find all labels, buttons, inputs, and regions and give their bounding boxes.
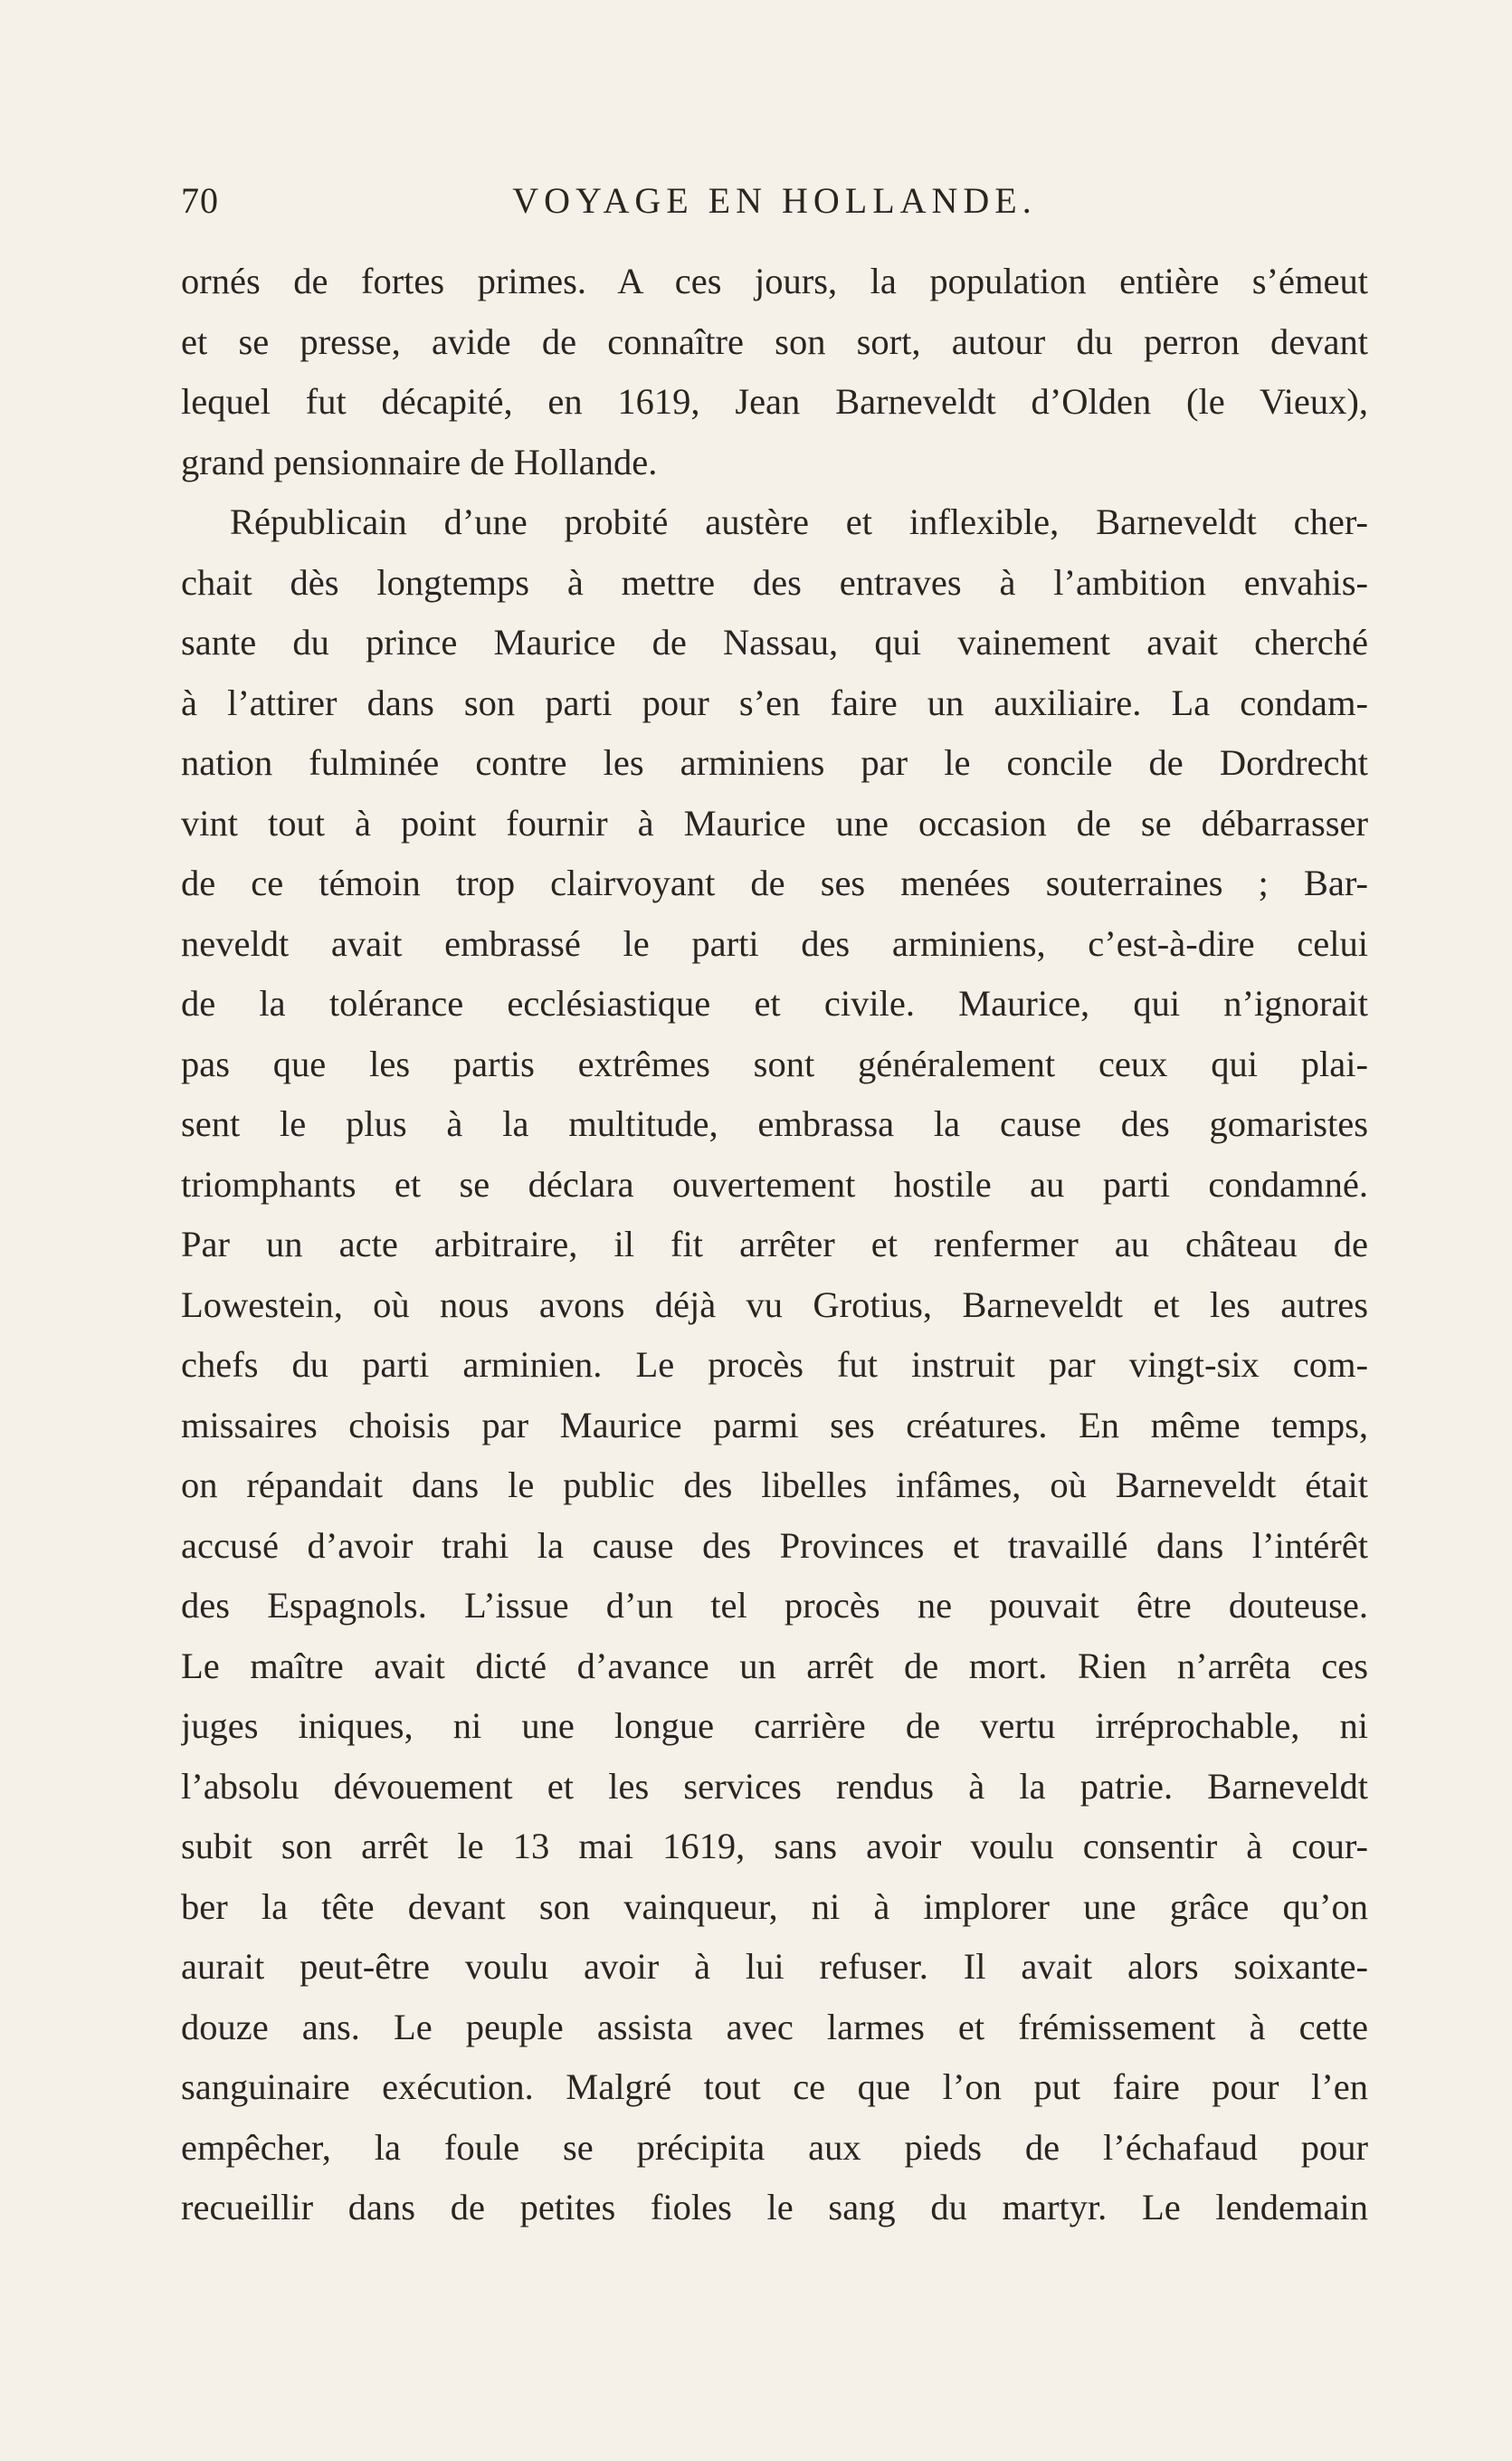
text-line: Par un acte arbitraire, il fit arrêter et renfermer au château de	[181, 1224, 1368, 1264]
text-line: douze ans. Le peuple assista avec larmes et frémissement à cette	[181, 2006, 1368, 2047]
text-line: on répandait dans le public des libelles infâmes, où Barneveldt était	[181, 1464, 1368, 1505]
text-line: chefs du parti arminien. Le procès fut instruit par vingt-six com-	[181, 1344, 1368, 1385]
page-number: 70	[181, 180, 219, 221]
text-line: lequel fut décapité, en 1619, Jean Barneveldt d’Olden (le Vieux),	[181, 381, 1368, 422]
running-title: VOYAGE EN HOLLANDE.	[512, 180, 1037, 221]
page-header	[181, 179, 1368, 226]
text-line: pas que les partis extrêmes sont généralement ceux qui plai-	[181, 1043, 1368, 1084]
text-line: l’absolu dévouement et les services rendus à la patrie. Barneveldt	[181, 1765, 1368, 1807]
text-line: subit son arrêt le 13 mai 1619, sans avoir voulu consentir à cour-	[181, 1826, 1368, 1866]
text-line: Lowestein, où nous avons déjà vu Grotius, Barneveldt et les autres	[181, 1283, 1368, 1325]
text-line: grand pensionnaire de Hollande.	[181, 441, 658, 482]
text-line: vint tout à point fournir à Maurice une occasion de se débarrasser	[181, 802, 1368, 844]
text-line: chait dès longtemps à mettre des entraves à l’ambition envahis-	[181, 561, 1368, 603]
text-line: Le maître avait dicté d’avance un arrêt de mort. Rien n’arrêta ces	[181, 1645, 1368, 1686]
text-line: neveldt avait embrassé le parti des arminiens, c’est-à-dire celui	[181, 922, 1368, 964]
text-line: aurait peut-être voulu avoir à lui refuser. Il avait alors soixante-	[181, 1946, 1368, 1987]
text-line: empêcher, la foule se précipita aux pieds de l’échafaud pour	[181, 2126, 1368, 2168]
text-line: Républicain d’une probité austère et inflexible, Barneveldt cher-	[230, 501, 1368, 542]
text-line: et se presse, avide de connaître son sort, autour du perron devant	[181, 320, 1368, 362]
text-line: sent le plus à la multitude, embrassa la cause des gomaristes	[181, 1103, 1368, 1144]
body-text	[181, 252, 1368, 2238]
text-line: nation fulminée contre les arminiens par le concile de Dordrecht	[181, 742, 1368, 783]
text-line: missaires choisis par Maurice parmi ses créatures. En même temps,	[181, 1404, 1368, 1445]
text-line: recueillir dans de petites fioles le sang du martyr. Le lendemain	[181, 2187, 1368, 2227]
text-line: triomphants et se déclara ouvertement hostile au parti condamné.	[181, 1163, 1368, 1205]
text-line: sanguinaire exécution. Malgré tout ce que l’on put faire pour l’en	[181, 2066, 1368, 2107]
text-line: accusé d’avoir trahi la cause des Provinces et travaillé dans l’intérêt	[181, 1524, 1368, 1566]
text-line: ber la tête devant son vainqueur, ni à implorer une grâce qu’on	[181, 1885, 1368, 1927]
text-line: juges iniques, ni une longue carrière de vertu irréprochable, ni	[181, 1705, 1368, 1746]
text-line: de la tolérance ecclésiastique et civile. Maurice, qui n’ignorait	[181, 983, 1368, 1024]
text-line: à l’attirer dans son parti pour s’en faire un auxiliaire. La condam-	[181, 682, 1368, 723]
text-line: sante du prince Maurice de Nassau, qui vainement avait cherché	[181, 622, 1368, 663]
text-line: de ce témoin trop clairvoyant de ses menées souterraines ; Bar-	[181, 863, 1368, 903]
text-line: ornés de fortes primes. A ces jours, la population entière s’émeut	[181, 261, 1368, 301]
text-line: des Espagnols. L’issue d’un tel procès ne pouvait être douteuse.	[181, 1585, 1368, 1626]
